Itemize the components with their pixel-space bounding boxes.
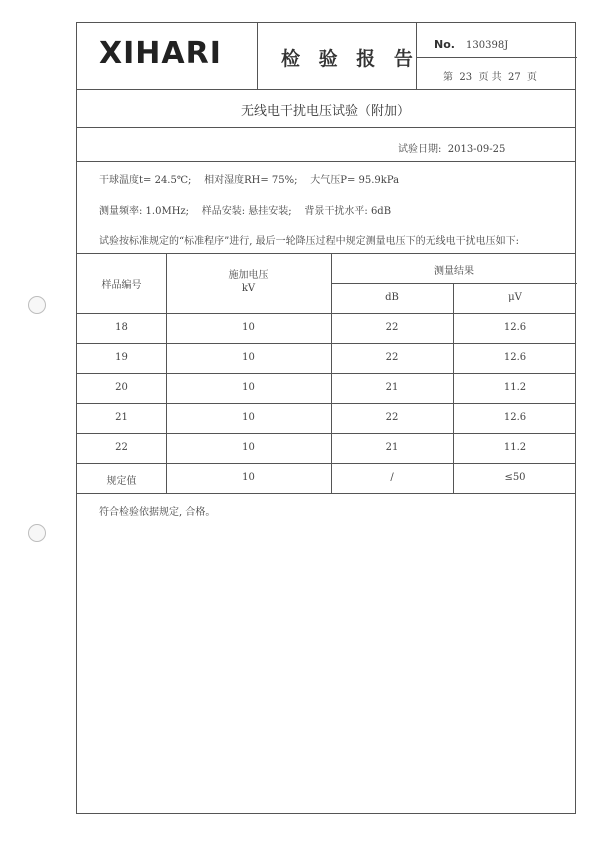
spec-row xyxy=(77,463,575,494)
result-header-rule xyxy=(331,283,577,284)
cell-voltage: 10 xyxy=(242,442,255,453)
report-number-value: 130398J xyxy=(466,40,509,51)
header-measurement-result: 测量结果 xyxy=(434,266,474,277)
cell-db: 22 xyxy=(385,352,399,363)
cell-uv: 11.2 xyxy=(503,442,527,453)
cell-uv: 12.6 xyxy=(503,322,527,333)
cell-uv: 12.6 xyxy=(503,352,527,363)
table-top-rule xyxy=(77,253,575,254)
cell-sample: 19 xyxy=(115,352,128,363)
table-row xyxy=(77,343,575,374)
test-conditions-environment: 干球温度t= 24.5℃; 相对湿度RH= 75%; 大气压P= 95.9kPa xyxy=(99,175,400,186)
header-db: dB xyxy=(385,292,399,303)
test-procedure-note: 试验按标准规定的“标准程序”进行, 最后一轮降压过程中规定测量电压下的无线电干扰电压如下: xyxy=(99,236,519,247)
header-applied-voltage-label: 施加电压 xyxy=(228,270,269,281)
cell-voltage: 10 xyxy=(242,412,255,423)
test-conditions-setup: 测量频率: 1.0MHz; 样品安装: 悬挂安装; 背景干扰水平: 6dB xyxy=(99,206,392,217)
report-title: 检 验 报 告 xyxy=(281,48,419,70)
table-row xyxy=(77,373,575,404)
header-applied-voltage xyxy=(166,269,331,295)
conclusion: 符合检验依据规定, 合格。 xyxy=(99,507,216,518)
cell-voltage: 10 xyxy=(242,382,255,393)
cell-voltage: 10 xyxy=(242,322,255,333)
report-frame xyxy=(76,22,576,814)
cell-db: 21 xyxy=(385,382,399,393)
spec-uv: ≤50 xyxy=(504,472,526,483)
header-bottom-rule xyxy=(77,89,575,90)
header-applied-voltage-unit: kV xyxy=(241,283,256,294)
cell-db: 22 xyxy=(385,412,399,423)
header-uv: μV xyxy=(508,292,522,303)
section-title: 无线电干扰电压试验（附加） xyxy=(240,104,410,119)
section-title-rule xyxy=(77,127,575,128)
spec-label: 规定值 xyxy=(106,476,137,487)
report-number xyxy=(434,33,508,52)
test-date: 试验日期: 2013-09-25 xyxy=(398,144,506,155)
spec-db: / xyxy=(390,472,394,483)
header-divider-1 xyxy=(257,23,258,89)
test-date-rule xyxy=(77,161,575,162)
cell-sample: 18 xyxy=(115,322,128,333)
report-number-box-divider xyxy=(416,57,577,58)
page-indicator: 第 23 页 共 27 页 xyxy=(443,72,538,83)
report-number-label: No. xyxy=(434,38,455,51)
cell-sample: 20 xyxy=(115,382,128,393)
cell-uv: 12.6 xyxy=(503,412,527,423)
punch-hole-top xyxy=(28,296,46,314)
spec-voltage: 10 xyxy=(242,472,255,483)
cell-sample: 22 xyxy=(115,442,128,453)
punch-hole-bottom xyxy=(28,524,46,542)
cell-db: 21 xyxy=(385,442,399,453)
cell-sample: 21 xyxy=(115,412,128,423)
table-row xyxy=(77,403,575,434)
cell-uv: 11.2 xyxy=(503,382,527,393)
company-logo: XIHARI xyxy=(99,36,222,71)
cell-voltage: 10 xyxy=(242,352,255,363)
header-sample-number: 样品编号 xyxy=(101,280,142,291)
table-row xyxy=(77,313,575,344)
cell-db: 22 xyxy=(385,322,399,333)
table-row xyxy=(77,433,575,464)
